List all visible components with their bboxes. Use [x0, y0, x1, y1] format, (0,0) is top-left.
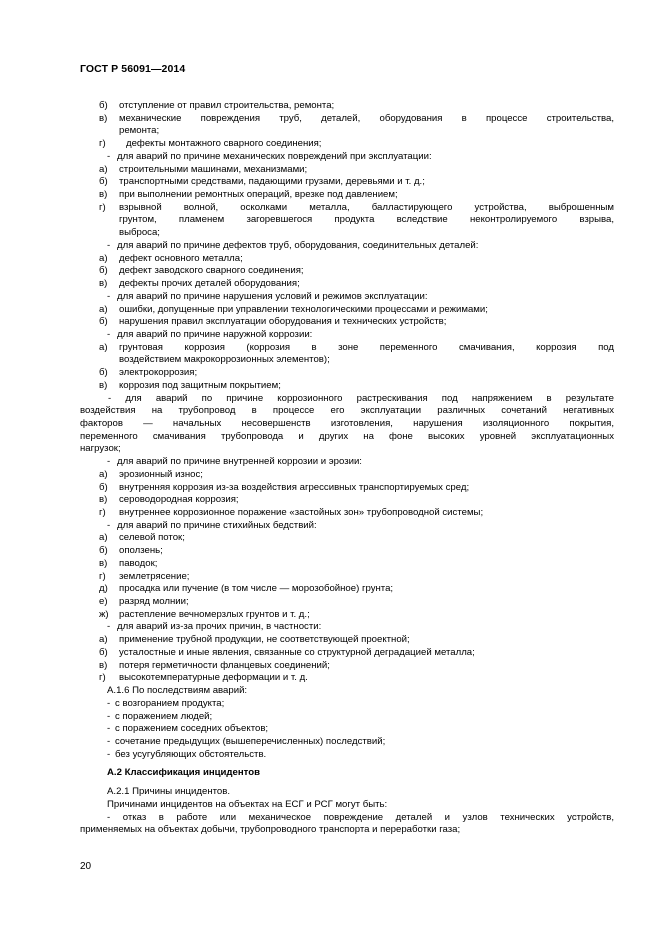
line-text: Причинами инцидентов на объектах на ЕСГ и РСГ могут быть: [107, 798, 388, 810]
text-line [80, 711, 614, 724]
text-line [80, 253, 614, 266]
list-marker: - [107, 328, 111, 340]
text-line [80, 799, 614, 812]
line-text: для аварий по причине механических повреждений при эксплуатации: [117, 150, 432, 162]
text-line [80, 418, 614, 431]
text-line [80, 100, 614, 113]
text-line [80, 532, 614, 545]
line-text: землетрясение; [119, 570, 190, 582]
text-line [80, 736, 614, 749]
text-line [80, 749, 614, 762]
text-line [80, 456, 614, 469]
line-text: паводок; [119, 557, 158, 569]
line-text: для аварий по причине дефектов труб, оборудования, соединительных деталей: [117, 239, 479, 251]
line-text: дефекты монтажного сварного соединения; [126, 138, 322, 150]
line-text: растепление вечномерзлых грунтов и т. д.; [119, 608, 310, 620]
text-line [80, 367, 614, 380]
text-line [80, 125, 614, 138]
line-text: внутреннее коррозионное поражение «застойных зон» трубопроводной системы; [119, 507, 484, 518]
list-marker: в) [99, 189, 108, 201]
line-text: с поражением соседних объектов; [115, 723, 269, 735]
list-marker: а) [99, 634, 108, 646]
line-text: дефекты прочих деталей оборудования; [119, 278, 300, 290]
line-text: строительными машинами, механизмами; [119, 163, 308, 175]
text-line [80, 621, 614, 634]
line-text: взрывной волной, осколками металла, балластирующего устройства, выброшенным [119, 201, 614, 213]
list-marker: б) [99, 265, 108, 277]
line-text: сочетание предыдущих (вышеперечисленных) последствий; [115, 735, 386, 747]
list-marker: б) [99, 316, 108, 328]
line-text: разряд молнии; [119, 596, 189, 608]
line-text: воздействия на трубопровод в процессе его эксплуатации различных сочетаний негативных [80, 405, 614, 417]
line-text: эрозионный износ; [119, 468, 203, 480]
list-marker: а) [99, 163, 108, 175]
list-marker: б) [99, 100, 108, 111]
list-marker: в) [99, 557, 108, 569]
list-marker: - [107, 150, 111, 162]
text-line [80, 316, 614, 329]
list-marker: г) [99, 570, 106, 582]
line-text: - для аварий по причине коррозионного растрескивания под напряжением в результате [108, 392, 614, 404]
line-text: электрокоррозия; [119, 367, 198, 379]
line-text: просадка или пучение (в том числе — морозобойное) грунта; [119, 583, 394, 595]
text-line [80, 558, 614, 571]
section-heading: А.2 Классификация инцидентов [107, 767, 260, 779]
text-line [80, 520, 614, 533]
line-text: при выполнении ремонтных операций, врезке под давлением; [119, 189, 398, 201]
text-line [80, 660, 614, 673]
line-text: факторов — начальных несовершенств изготовления, нарушения изоляционного покрытия, [80, 417, 614, 429]
line-text: А.1.6 По последствиям аварий: [107, 685, 248, 697]
list-marker: б) [99, 176, 108, 188]
line-text: высокотемпературные деформации и т. д. [119, 672, 308, 684]
list-marker: - [107, 519, 111, 531]
list-marker: - [107, 723, 111, 735]
text-line [80, 380, 614, 393]
text-line [80, 647, 614, 660]
line-text: нагрузок; [80, 443, 121, 455]
line-text: усталостные и иные явления, связанные со структурной деградацией металла; [119, 646, 475, 658]
line-text: коррозия под защитным покрытием; [119, 379, 281, 391]
list-marker: - [107, 456, 111, 468]
text-line [80, 304, 614, 317]
list-marker: а) [99, 341, 108, 353]
line-text: отступление от правил строительства, ремонта; [119, 100, 335, 111]
list-marker: ж) [99, 608, 109, 620]
text-line [80, 786, 614, 799]
text-line [80, 723, 614, 736]
text-line [80, 164, 614, 177]
line-text: транспортными средствами, падающими грузами, деревьями и т. д.; [119, 176, 425, 188]
text-line [80, 227, 614, 240]
line-text: без усугубляющих обстоятельств. [115, 748, 267, 760]
text-line [80, 507, 614, 520]
text-line [80, 494, 614, 507]
text-line [80, 151, 614, 164]
document-body [80, 100, 614, 837]
text-line [80, 240, 614, 253]
text-line [80, 609, 614, 622]
line-text: для аварий по причине нарушения условий и режимов эксплуатации: [117, 290, 428, 302]
line-text: сероводородная коррозия; [119, 494, 239, 506]
text-line [80, 571, 614, 584]
line-text: внутренняя коррозия из-за воздействия агрессивных транспортируемых сред; [119, 481, 470, 493]
list-marker: д) [99, 583, 108, 595]
text-line [80, 202, 614, 215]
page-number: 20 [80, 861, 92, 872]
document-header: ГОСТ Р 56091—2014 [80, 63, 186, 75]
text-line [80, 824, 614, 837]
list-marker: б) [99, 646, 108, 658]
list-marker: - [107, 735, 111, 747]
list-marker: в) [99, 494, 108, 506]
list-marker: в) [99, 278, 108, 290]
list-marker: в) [99, 659, 108, 671]
line-text: ремонта; [119, 125, 160, 137]
line-text: потеря герметичности фланцевых соединений; [119, 659, 330, 671]
line-text: нарушения правил эксплуатации оборудования и технических устройств; [119, 316, 447, 328]
line-text: дефект заводского сварного соединения; [119, 265, 304, 277]
list-marker: б) [99, 367, 108, 379]
text-line [80, 329, 614, 342]
list-marker: в) [99, 112, 108, 124]
list-marker: - [107, 710, 111, 722]
text-line [80, 469, 614, 482]
line-text: для аварий по причине внутренней коррозии и эрозии: [117, 456, 362, 468]
line-text: дефект основного металла; [119, 252, 243, 264]
list-marker: а) [99, 252, 108, 264]
list-marker: а) [99, 303, 108, 315]
line-text: грунтовая коррозия (коррозия в зоне переменного смачивания, коррозия под [119, 341, 614, 353]
line-text: воздействием макрокоррозионных элементов); [119, 354, 330, 366]
list-marker: - [107, 621, 111, 633]
line-text: выброса; [119, 227, 160, 239]
line-text: применение трубной продукции, не соответствующей проектной; [119, 634, 410, 646]
list-marker: - [107, 290, 111, 302]
text-line [80, 685, 614, 698]
line-text: с возгоранием продукта; [115, 697, 225, 709]
list-marker: в) [99, 379, 108, 391]
line-text: для аварий по причине наружной коррозии: [117, 328, 313, 340]
line-text: механические повреждения труб, деталей, оборудования в процессе строительства, [119, 112, 614, 124]
list-marker: б) [99, 481, 108, 493]
list-marker: г) [99, 672, 106, 684]
text-line [80, 405, 614, 418]
line-text: ошибки, допущенные при управлении технологическими процессами и режимами; [119, 303, 488, 315]
text-line [80, 545, 614, 558]
text-line [80, 482, 614, 495]
text-line [80, 812, 614, 825]
text-line [80, 431, 614, 444]
line-text: для аварий по причине стихийных бедствий: [117, 519, 317, 531]
line-text: селевой поток; [119, 532, 185, 544]
list-marker: а) [99, 468, 108, 480]
text-line [80, 354, 614, 367]
text-line [80, 291, 614, 304]
text-line [80, 443, 614, 456]
line-text: А.2.1 Причины инцидентов. [107, 786, 230, 798]
text-line [80, 265, 614, 278]
line-text: оползень; [119, 545, 163, 557]
list-marker: г) [99, 138, 106, 150]
line-text: переменного смачивания трубопровода и других на фоне высоких уровней эксплуатационных [80, 430, 614, 442]
text-line [80, 634, 614, 647]
section-heading-line [80, 767, 614, 780]
list-marker: - [107, 697, 111, 709]
list-marker: г) [99, 201, 106, 213]
line-text: с поражением людей; [115, 710, 213, 722]
text-line [80, 672, 614, 685]
list-marker: е) [99, 596, 108, 608]
text-line [80, 113, 614, 126]
text-line [80, 393, 614, 406]
text-line [80, 176, 614, 189]
line-text: для аварий из-за прочих причин, в частности: [117, 621, 322, 633]
line-text: грунтом, пламенем загоревшегося продукта вследствие неконтролируемого взрыва, [119, 214, 614, 226]
text-line [80, 596, 614, 609]
list-marker: - [107, 748, 111, 760]
text-line [80, 698, 614, 711]
list-marker: б) [99, 545, 108, 557]
text-line [80, 214, 614, 227]
text-line [80, 189, 614, 202]
list-marker: г) [99, 507, 106, 518]
list-marker: а) [99, 532, 108, 544]
text-line [80, 342, 614, 355]
line-text: применяемых на объектах добычи, трубопроводного транспорта и переработки газа; [80, 824, 461, 836]
text-line [80, 583, 614, 596]
list-marker: - [107, 239, 111, 251]
line-text: - отказ в работе или механическое повреждение деталей и узлов технических устройств, [107, 811, 614, 823]
text-line [80, 278, 614, 291]
text-line [80, 138, 614, 151]
